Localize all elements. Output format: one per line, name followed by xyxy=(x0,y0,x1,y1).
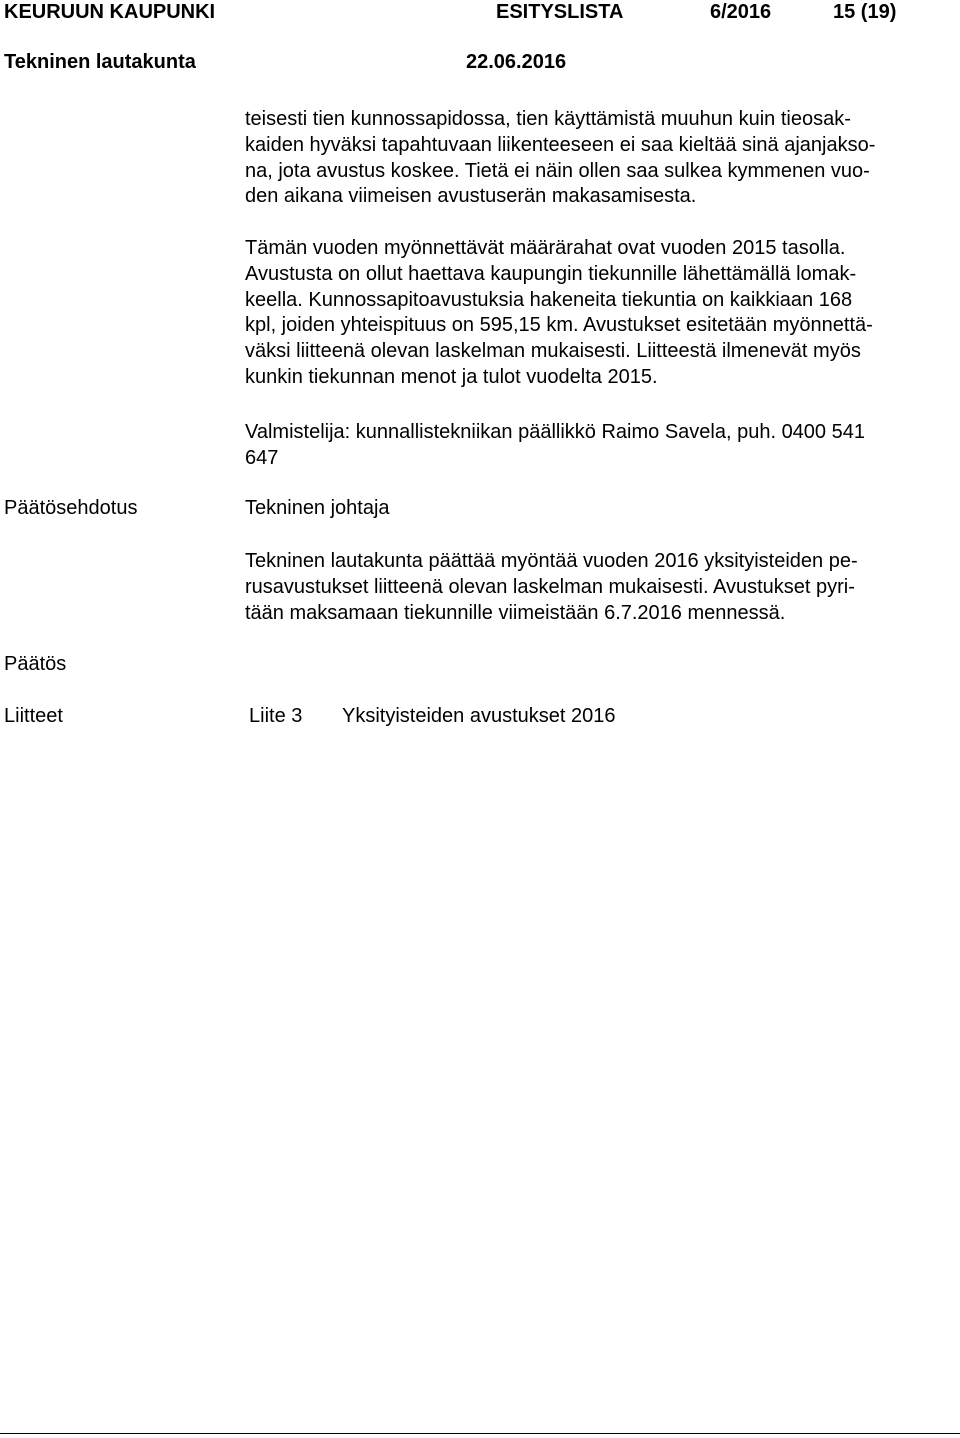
preparer-line: 647 xyxy=(245,446,279,469)
attachment-id: Liite 3 xyxy=(249,705,303,727)
org-name: KEURUUN KAUPUNKI xyxy=(4,1,216,23)
issue-number: 6/2016 xyxy=(710,1,772,23)
proposal-line: tään maksamaan tiekunnille viimeistään 6.7.2016 mennessä. xyxy=(245,601,786,624)
attachment-title: Yksityisteiden avustukset 2016 xyxy=(342,705,616,727)
paragraph-1 xyxy=(245,107,955,210)
proposer-name: Tekninen johtaja xyxy=(245,497,390,519)
footer-divider xyxy=(0,1433,960,1434)
proposal-text xyxy=(245,549,955,626)
doc-type: ESITYSLISTA xyxy=(496,1,624,23)
attachments-label: Liitteet xyxy=(4,705,63,727)
paragraph-1-line: teisesti tien kunnossapidossa, tien käyttämistä muuhun kuin tieosak- xyxy=(245,108,851,130)
committee-name: Tekninen lautakunta xyxy=(4,51,196,73)
proposal-line: rusavustukset liitteenä olevan laskelman mukaisesti. Avustukset pyri- xyxy=(245,575,855,598)
paragraph-2-line: väksi liitteenä olevan laskelman mukaisesti. Liitteestä ilmenevät myös xyxy=(245,340,861,363)
paragraph-2 xyxy=(245,236,955,391)
page-number: 15 (19) xyxy=(833,1,897,23)
proposal-line: Tekninen lautakunta päättää myöntää vuoden 2016 yksityisteiden pe- xyxy=(245,550,858,572)
paragraph-1-line: kaiden hyväksi tapahtuvaan liikenteeseen ei saa kieltää sinä ajanjakso- xyxy=(245,133,876,156)
proposal-label: Päätösehdotus xyxy=(4,497,138,519)
decision-label: Päätös xyxy=(4,653,67,675)
paragraph-1-line: den aikana viimeisen avustuserän makasamisesta. xyxy=(245,185,697,208)
meeting-date: 22.06.2016 xyxy=(466,51,567,73)
paragraph-2-line: Tämän vuoden myönnettävät määrärahat ovat vuoden 2015 tasolla. xyxy=(245,237,846,259)
paragraph-2-line: kunkin tiekunnan menot ja tulot vuodelta 2015. xyxy=(245,365,658,388)
paragraph-2-line: keella. Kunnossapitoavustuksia hakeneita tiekuntia on kaikkiaan 168 xyxy=(245,288,853,311)
preparer-info xyxy=(245,420,955,472)
paragraph-1-line: na, jota avustus koskee. Tietä ei näin ollen saa sulkea kymmenen vuo- xyxy=(245,159,870,182)
paragraph-2-line: Avustusta on ollut haettava kaupungin tiekunnille lähettämällä lomak- xyxy=(245,262,857,285)
preparer-line: Valmistelija: kunnallistekniikan päällikkö Raimo Savela, puh. 0400 541 xyxy=(245,421,865,443)
paragraph-2-line: kpl, joiden yhteispituus on 595,15 km. Avustukset esitetään myönnettä- xyxy=(245,314,873,337)
